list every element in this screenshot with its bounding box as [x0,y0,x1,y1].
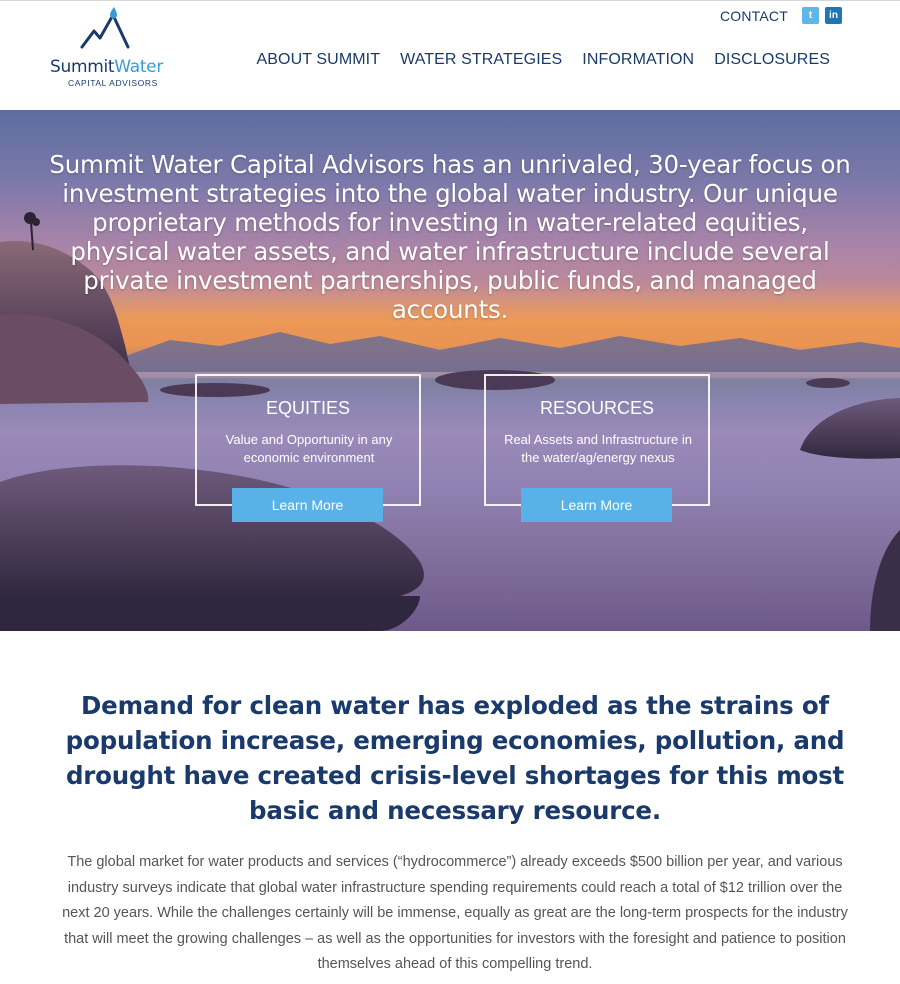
demand-headline: Demand for clean water has exploded as the strains of population increase, emerging economies, pollution, and drought have created crisis-level shortages for this most basic and necessary resource. [65,691,845,825]
resources-card-description: Real Assets and Infrastructure in the water/ag/energy nexus [504,432,692,465]
nav-item-about-summit[interactable]: ABOUT SUMMIT [256,51,381,68]
linkedin-icon[interactable]: in [825,7,842,24]
nav-item-disclosures[interactable]: DISCLOSURES [714,51,830,68]
logo-name-water: Water [114,57,164,77]
equities-learn-more-button[interactable]: Learn More [232,488,383,522]
resources-card-title: RESOURCES [539,398,655,418]
logo-wordmark [50,57,163,77]
equities-card-description: Value and Opportunity in any economic environment [225,432,393,465]
twitter-icon[interactable]: t [802,7,819,24]
hero-banner [0,110,900,631]
contact-link[interactable]: CONTACT [719,7,788,24]
main-nav [257,51,830,69]
market-paragraph: The global market for water products and services (“hydrocommerce”) already exceeds $500 billion per year, and various industry surveys indicate that global water infrastructure spending requirements could reach a total of $12 trillion over the next 20 years. While the challenges certainly will be immense, equally as great are the long-term prospects for the industry that will meet the growing challenges – as well as the opportunities for investors with the foresight and patience to position themselves ahead of this compelling trend. [62,854,848,972]
utility-bar [720,7,842,24]
site-header [0,0,900,110]
resources-learn-more-button[interactable]: Learn More [521,488,672,522]
nav-item-water-strategies[interactable]: WATER STRATEGIES [400,51,563,68]
logo-name-summit: Summit [50,57,115,77]
logo-subtitle: CAPITAL ADVISORS [68,78,158,88]
hero-intro-text: Summit Water Capital Advisors has an unrivaled, 30-year focus on investment strategies into the global water industry. Our unique proprietary methods for investing in water-related equities, physical water assets, and water infrastructure include several private investment partnerships, public funds, and managed accounts. [49,150,851,324]
equities-card [195,374,421,506]
mountain-drop-icon [80,7,130,51]
resources-card [484,374,710,506]
equities-card-title: EQUITIES [265,398,350,418]
nav-item-information[interactable]: INFORMATION [582,51,695,68]
logo[interactable] [48,7,178,89]
